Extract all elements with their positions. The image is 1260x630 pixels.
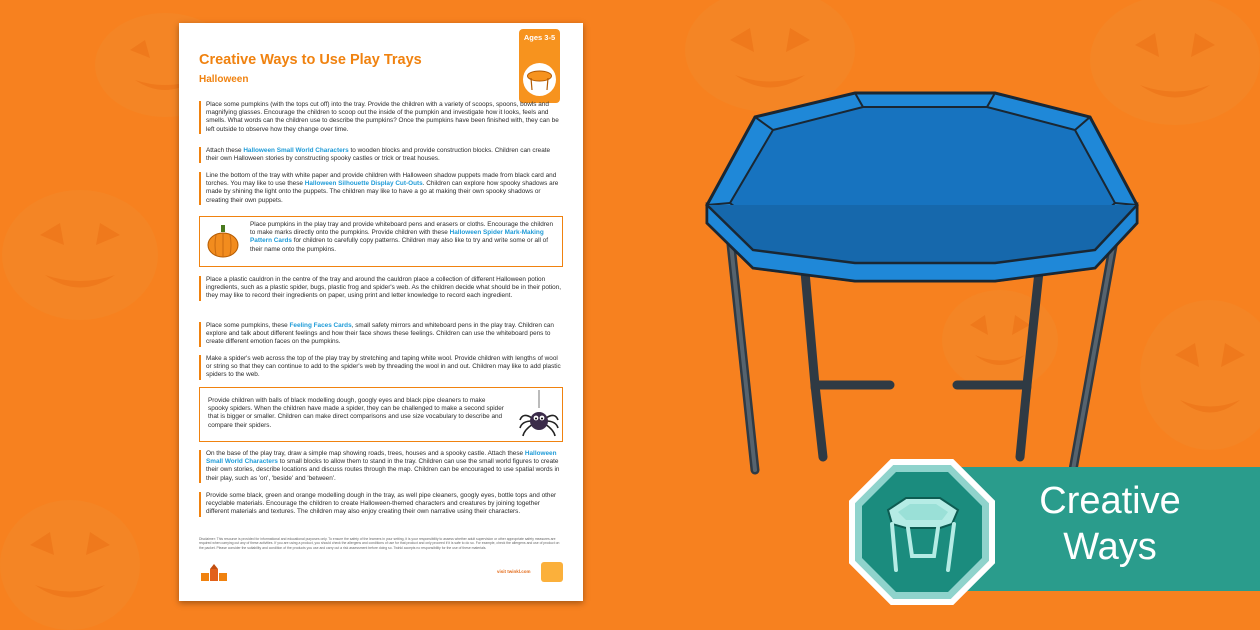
- box-text: Provide children with balls of black modelling dough, googly eyes and black pipe cleaners to make spooky spiders. When the children have made a spider, they can be challenged to make a second spider that is bigger or smaller. Children can make direct comparisons and use size vocabulary to describe and compare their spiders.: [208, 397, 504, 429]
- activity-paragraph: [199, 276, 564, 301]
- paragraph-text: . Children can explore how spooky shadows are made by shining the light onto the puppets. The children may like to have a go at making their own spooky shadows or creating their own puppets.: [206, 180, 559, 204]
- twinkl-logo: [199, 563, 229, 583]
- document-subtitle: Halloween: [199, 74, 249, 85]
- paragraph-text: Provide some black, green and orange modelling dough in the tray, as well pipe cleaners, googly eyes, bottle tops and other recyclable materials. Encourage the children to create Halloween-themed characters and creatures by joining together different materials and textures. The children may also enjoy creating their own narrative using their characters.: [206, 492, 557, 516]
- resource-link[interactable]: Halloween Small World Characters: [243, 147, 349, 154]
- disclaimer-text: Disclaimer: This resource is provided for informational and educational purposes only. To ensure the safety of the learners in your setting, it is your responsibility to assess whether adult supervision or other appropriate safety measures are required when carrying out any of these activities. If you are using a product, you should check the allergens and conditions of use for that product and only proceed if it is safe to do so. For example, check the allergens and use of product on the packet. Please consider the suitability and condition of the products you use and carry out a risk assessment before doing so. Twinkl accepts no responsibility for the use of these materials.: [199, 537, 560, 550]
- activity-paragraph: [199, 492, 564, 517]
- paragraph-text: Place a plastic cauldron in the centre of the tray and around the cauldron place a collection of different Halloween potion ingredients, such as a plastic spider, bugs, plastic frog and spider's web. As the children decide what should be in their potion, they may like to record their ingredients on paper, using print and letter knowledge to record each ingredient.: [206, 276, 562, 300]
- highlighted-activity-box: [199, 387, 563, 442]
- resource-link[interactable]: Halloween Small World Characters: [206, 450, 557, 466]
- pumpkin-icon: [206, 223, 240, 259]
- background-pumpkin-icon: [0, 470, 150, 630]
- paragraph-text: Attach these: [206, 147, 244, 154]
- highlighted-activity-box: [199, 216, 563, 267]
- activity-paragraph: [199, 172, 564, 205]
- paragraph-text: to small blocks to allow them to stand in the tray. Children can use the small world figures to create their own stories, describe locations and discuss routes through the map. Children can be encouraged to use spatial words in their play, such as 'on', 'beside' and 'between'.: [206, 458, 560, 482]
- play-tray-badge-icon: [848, 458, 996, 606]
- activity-paragraph: [199, 355, 564, 380]
- spider-icon: [518, 390, 560, 438]
- paragraph-text: for children to carefully copy patterns. Children may also like to try and write some or all of their name onto the pumpkins.: [250, 237, 549, 253]
- resource-link[interactable]: Feeling Faces Cards: [289, 322, 352, 329]
- box-text: [250, 221, 556, 254]
- paragraph-text: Place pumpkins in the play tray and provide whiteboard pens and erasers or cloths. Encourage the children to make marks directly onto the pumpkins. Provide children with these: [250, 221, 554, 237]
- activity-paragraph: [199, 101, 564, 134]
- banner-title: [1015, 478, 1205, 570]
- footer-link[interactable]: visit twinkl.com: [497, 569, 531, 574]
- resource-link[interactable]: Halloween Silhouette Display Cut-Outs: [304, 180, 423, 188]
- play-tray-icon: [523, 63, 556, 96]
- activity-paragraph: [199, 147, 564, 163]
- age-badge: [519, 29, 560, 103]
- background-pumpkin-icon: [0, 175, 170, 325]
- paragraph-text: On the base of the play tray, draw a simple map showing roads, trees, houses and a spooky castle. Attach these: [206, 450, 525, 457]
- paragraph-text: to wooden blocks and provide construction blocks. Children can create their own Halloween stories by constructing spooky castles or trick or treat houses.: [206, 147, 551, 163]
- play-tray-illustration: [695, 85, 1150, 475]
- paragraph-text: Place some pumpkins, these: [206, 322, 290, 329]
- paragraph-text: Place some pumpkins (with the tops cut off) into the tray. Provide the children with a variety of scoops, spoons, bowls and magnifying glasses. Encourage the children to scoop out the inside of the pumpkin and investigate how it looks, feels and smells. What words can the children use to describe the pumpkins? Once the pumpkins have been finished with, they can be left outside to observe how they change over time.: [206, 101, 559, 133]
- resource-sheet: [179, 23, 583, 601]
- banner-title-line: Ways: [1063, 526, 1157, 568]
- paragraph-text: Make a spider's web across the top of the play tray by stretching and taping white wool. Provide children with lengths of wool or string so that they can continue to add to the spider's web by threading the wool in and out. Children may like to add plastic spiders to the web.: [206, 355, 561, 379]
- paragraph-text: , small safety mirrors and whiteboard pens in the play tray. Children can explore and talk about different feelings and how their face shows these feelings. Children can use the whiteboard pens to create different emotion faces on the pumpkins.: [206, 322, 554, 346]
- footer-badge-icon: [541, 562, 563, 582]
- activity-paragraph: [199, 450, 564, 483]
- paragraph-text: Line the bottom of the tray with white paper and provide children with Halloween shadow puppets made from black card and torches. You may like to use these: [206, 172, 557, 188]
- age-badge-label: Ages 3-5: [523, 33, 556, 42]
- resource-link[interactable]: Halloween Spider Mark-Making Pattern Cards: [250, 229, 544, 245]
- activity-paragraph: [199, 322, 564, 347]
- document-title: Creative Ways to Use Play Trays: [199, 52, 422, 68]
- banner-title-line: Creative: [1039, 480, 1181, 522]
